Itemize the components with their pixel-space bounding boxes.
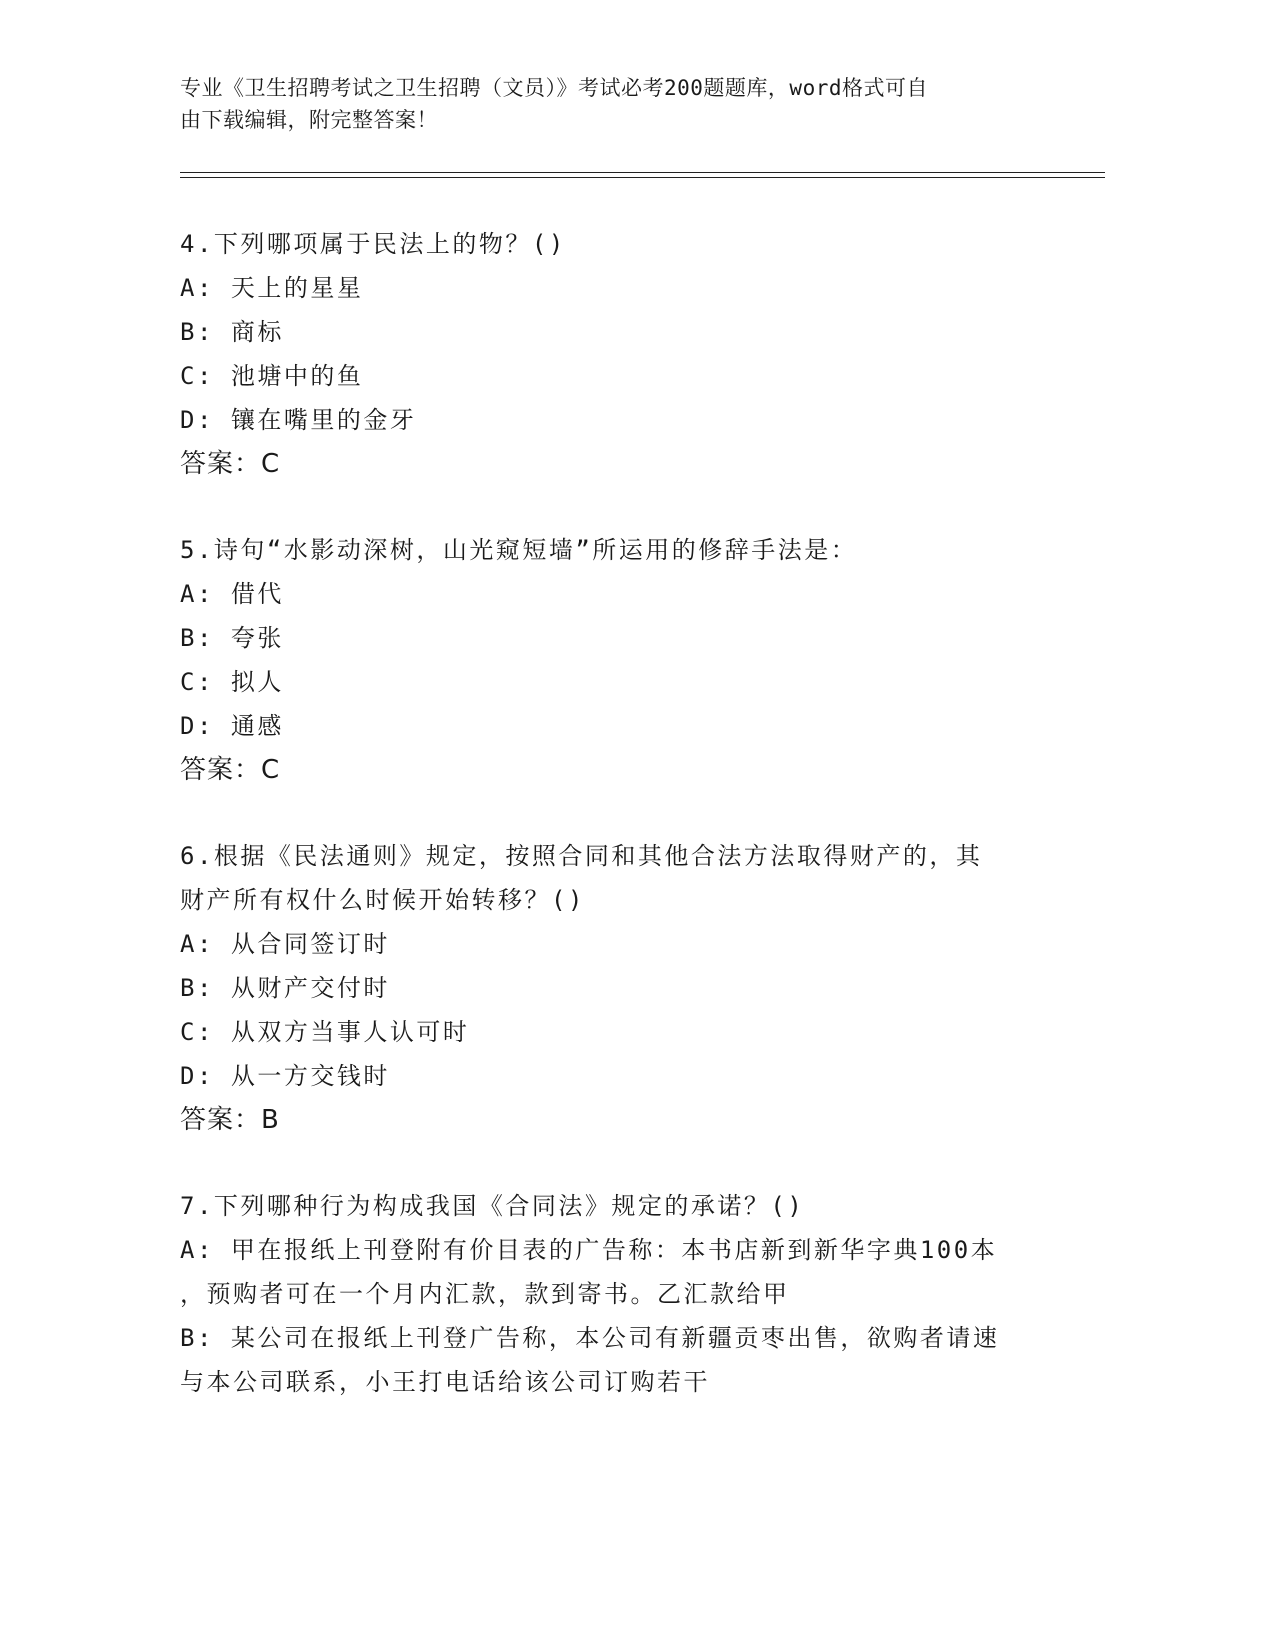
question-text-line-1: 6.根据《民法通则》规定，按照合同和其他合法方法取得财产的，其 — [180, 842, 983, 870]
option-b-line-2: 与本公司联系，小王打电话给该公司订购若干 — [180, 1368, 710, 1396]
option-a-line-1: A: 甲在报纸上刊登附有价目表的广告称：本书店新到新华字典100本 — [180, 1236, 998, 1264]
option-a-line-2: ，预购者可在一个月内汇款，款到寄书。乙汇款给甲 — [180, 1280, 790, 1308]
option-c: C: 拟人 — [180, 668, 284, 696]
header-divider-top — [180, 172, 1105, 173]
question-5 — [180, 528, 1060, 792]
option-d: D: 通感 — [180, 712, 284, 740]
option-c: C: 池塘中的鱼 — [180, 362, 364, 390]
question-text: 4.下列哪项属于民法上的物？() — [180, 230, 566, 258]
document-header — [180, 72, 1030, 136]
answer-text: 答案：B — [180, 1105, 280, 1135]
header-line-1: 专业《卫生招聘考试之卫生招聘（文员）》考试必考200题题库，word格式可自 — [180, 76, 928, 100]
header-line-2: 由下载编辑，附完整答案！ — [180, 108, 438, 132]
answer-text: 答案：C — [180, 755, 281, 785]
question-7 — [180, 1184, 1060, 1404]
option-b: B: 夸张 — [180, 624, 284, 652]
answer-text: 答案：C — [180, 449, 281, 479]
option-b: B: 从财产交付时 — [180, 974, 390, 1002]
option-a: A: 从合同签订时 — [180, 930, 390, 958]
question-6 — [180, 834, 1060, 1142]
option-d: D: 从一方交钱时 — [180, 1062, 390, 1090]
option-b: B: 商标 — [180, 318, 284, 346]
option-a: A: 借代 — [180, 580, 284, 608]
question-text: 7.下列哪种行为构成我国《合同法》规定的承诺？() — [180, 1192, 805, 1220]
question-text-line-2: 财产所有权什么时候开始转移？() — [180, 886, 585, 914]
option-b-line-1: B: 某公司在报纸上刊登广告称，本公司有新疆贡枣出售，欲购者请速 — [180, 1324, 1000, 1352]
header-divider-bottom — [180, 177, 1105, 178]
option-d: D: 镶在嘴里的金牙 — [180, 406, 417, 434]
question-4 — [180, 222, 1060, 486]
question-list — [180, 222, 1060, 1446]
option-c: C: 从双方当事人认可时 — [180, 1018, 470, 1046]
question-text: 5.诗句“水影动深树，山光窥短墙”所运用的修辞手法是： — [180, 536, 858, 564]
option-a: A: 天上的星星 — [180, 274, 364, 302]
